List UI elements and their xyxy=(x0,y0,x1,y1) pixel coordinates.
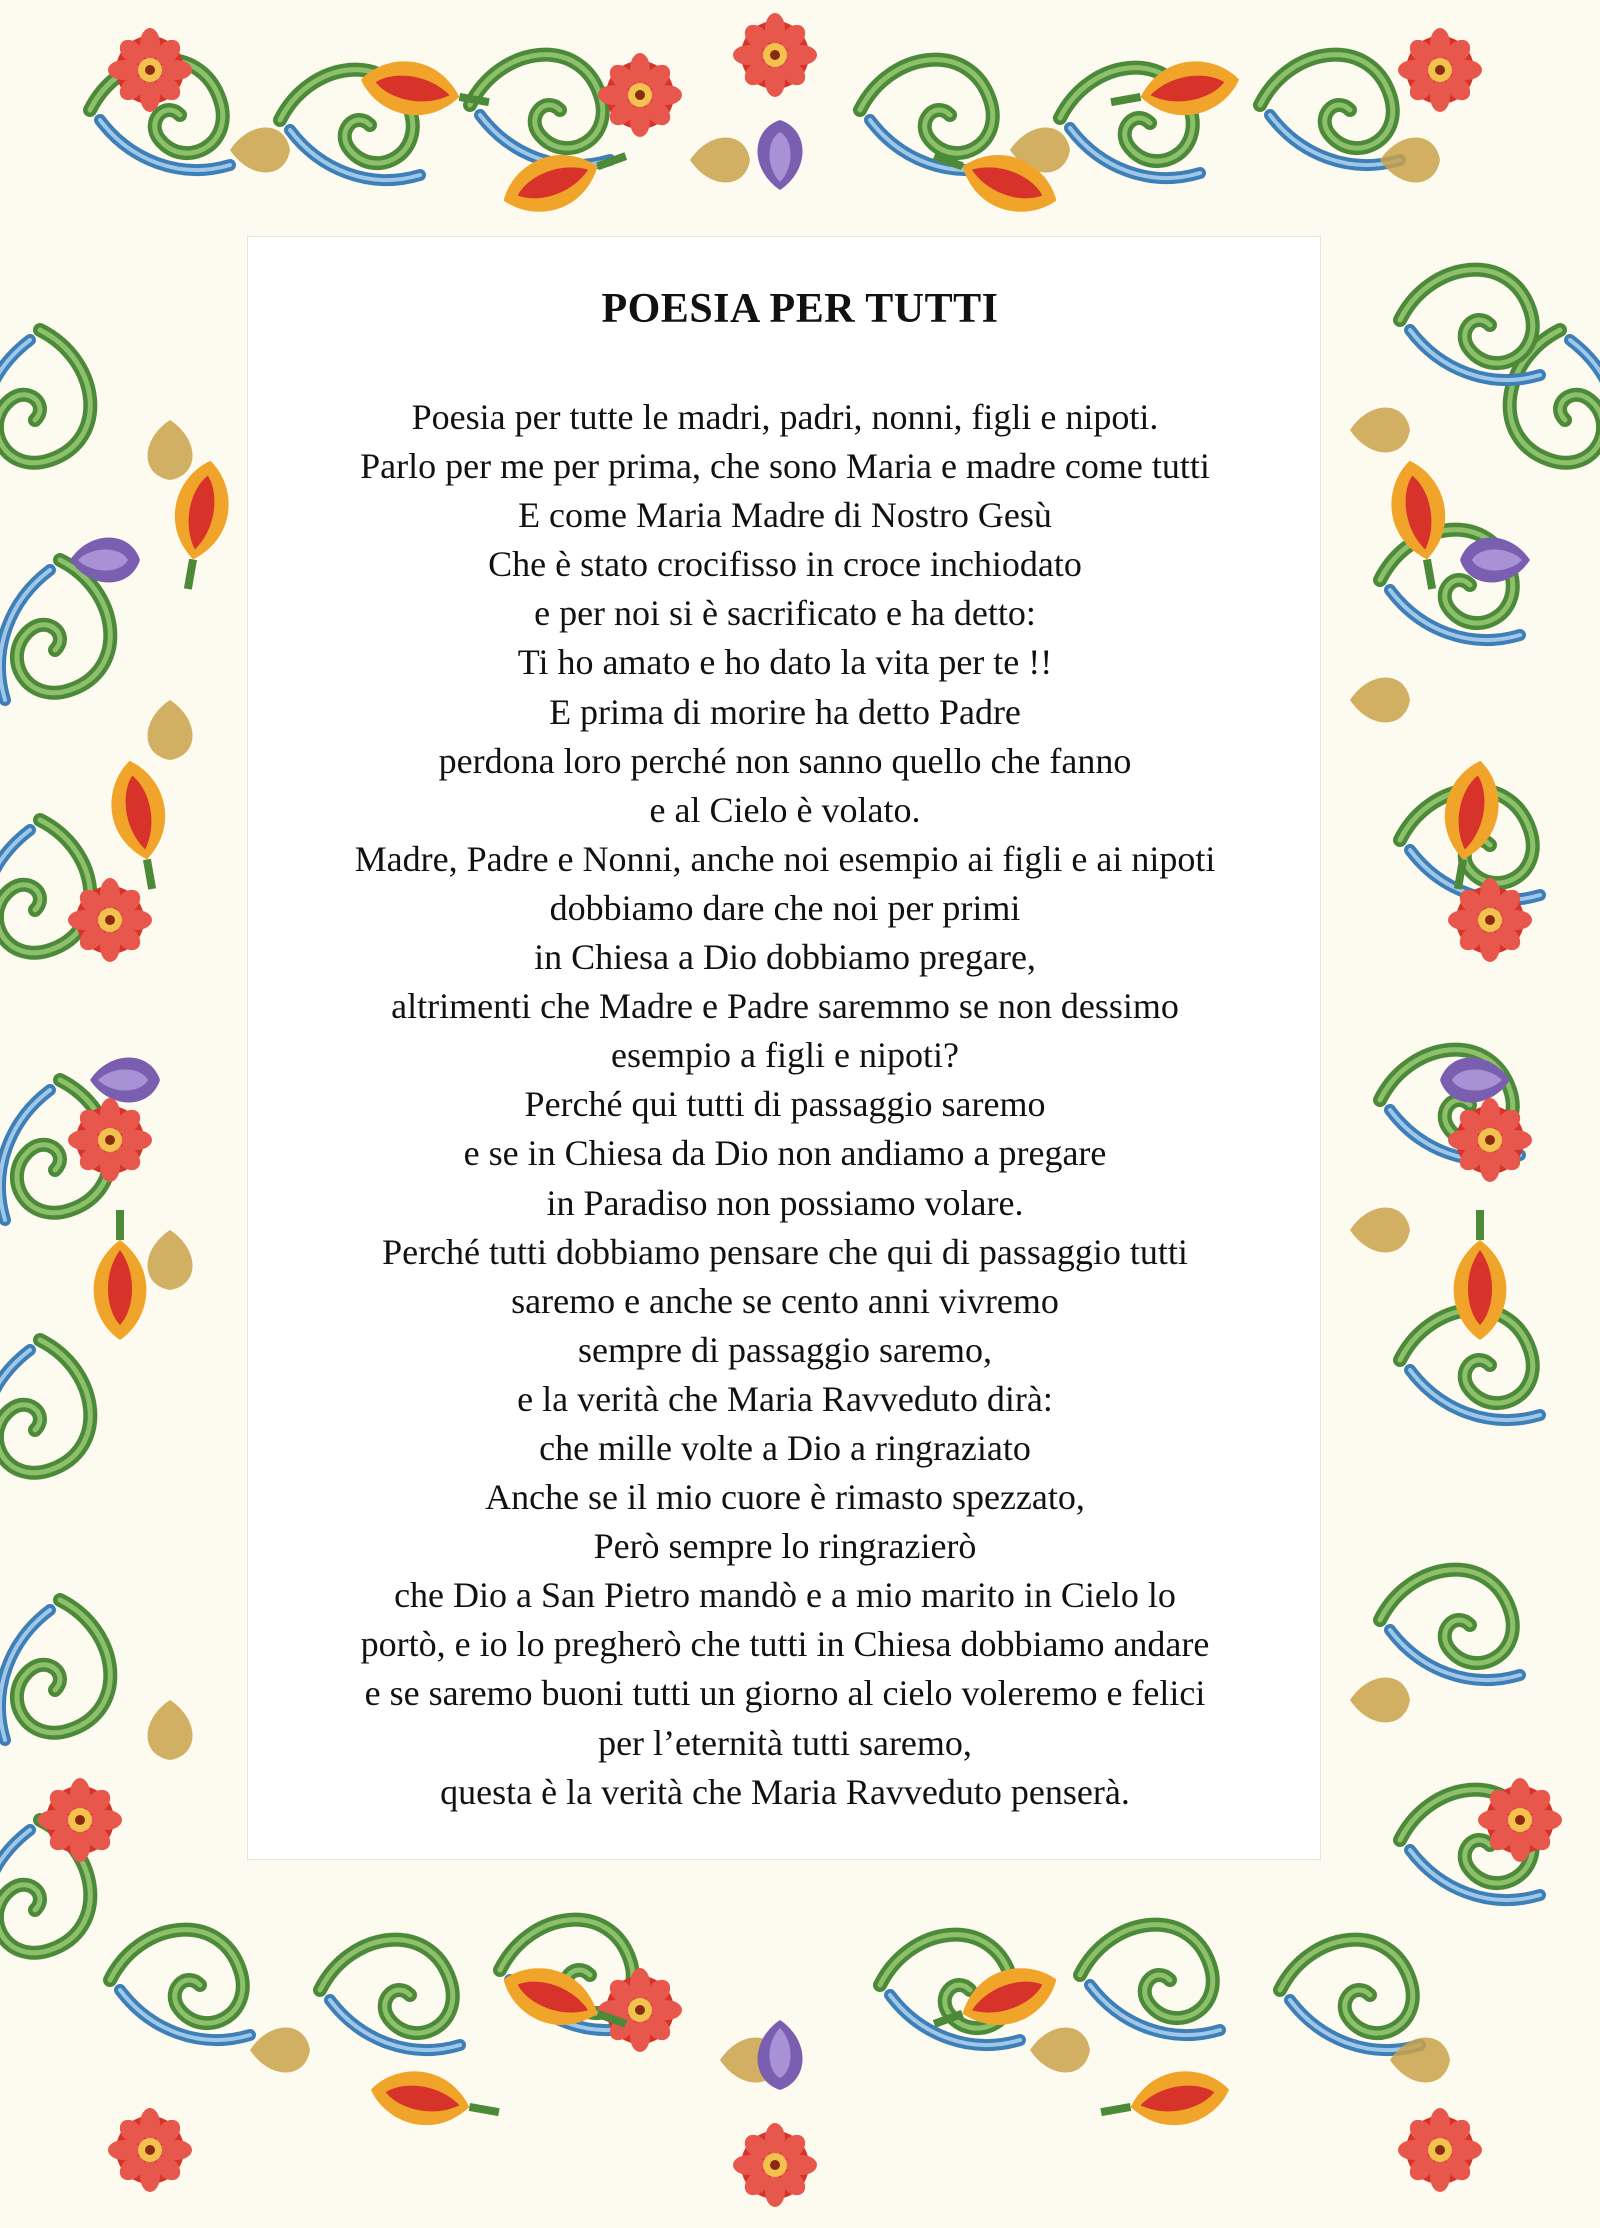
poem-line: e per noi si è sacrificato e ha detto: xyxy=(534,593,1036,634)
poem-line: e la verità che Maria Ravveduto dirà: xyxy=(517,1378,1053,1419)
poem-line: e al Cielo è volato. xyxy=(649,789,921,830)
poem-line: esempio a figli e nipoti? xyxy=(611,1035,959,1076)
poem-line: che Dio a San Pietro mandò e a mio marito in Cielo lo xyxy=(394,1575,1176,1616)
poem-line: in Paradiso non possiamo volare. xyxy=(546,1182,1024,1223)
poem-line: Che è stato crocifisso in croce inchiodato xyxy=(488,544,1082,585)
poem-line: portò, e io lo pregherò che tutti in Chiesa dobbiamo andare xyxy=(360,1624,1210,1665)
poem-line: questa è la verità che Maria Ravveduto penserà. xyxy=(440,1771,1130,1812)
poem-line: e se in Chiesa da Dio non andiamo a pregare xyxy=(463,1133,1107,1174)
poem-line: Parlo per me per prima, che sono Maria e madre come tutti xyxy=(360,446,1210,487)
poem-line: saremo e anche se cento anni vivremo xyxy=(511,1280,1059,1321)
poem-line: Perché qui tutti di passaggio saremo xyxy=(524,1084,1046,1125)
poem-title: POESIA PER TUTTI xyxy=(601,286,999,332)
poem-line: Però sempre lo ringrazierò xyxy=(593,1526,977,1567)
poem-line: e se saremo buoni tutti un giorno al cielo voleremo e felici xyxy=(364,1673,1206,1714)
poem-body xyxy=(230,393,1340,1817)
poem-line: per l’eternità tutti saremo, xyxy=(598,1722,972,1763)
poem-line: perdona loro perché non sanno quello che fanno xyxy=(438,740,1132,781)
poem-line: che mille volte a Dio a ringraziato xyxy=(539,1427,1031,1468)
poem-line: altrimenti che Madre e Padre saremmo se non dessimo xyxy=(391,986,1179,1027)
poem-line: Anche se il mio cuore è rimasto spezzato, xyxy=(485,1477,1085,1518)
poem-line: E come Maria Madre di Nostro Gesù xyxy=(518,495,1052,536)
poem-line: Perché tutti dobbiamo pensare che qui di passaggio tutti xyxy=(382,1231,1188,1272)
poem-line: Ti ho amato e ho dato la vita per te !! xyxy=(517,642,1053,683)
poem-line: dobbiamo dare che noi per primi xyxy=(549,887,1021,928)
poem-line: Madre, Padre e Nonni, anche noi esempio ai figli e ai nipoti xyxy=(354,838,1216,879)
poem-line: in Chiesa a Dio dobbiamo pregare, xyxy=(534,937,1036,978)
poem-line: sempre di passaggio saremo, xyxy=(578,1329,992,1370)
poem-line: Poesia per tutte le madri, padri, nonni, figli e nipoti. xyxy=(411,397,1159,437)
poem-line: E prima di morire ha detto Padre xyxy=(549,691,1021,732)
